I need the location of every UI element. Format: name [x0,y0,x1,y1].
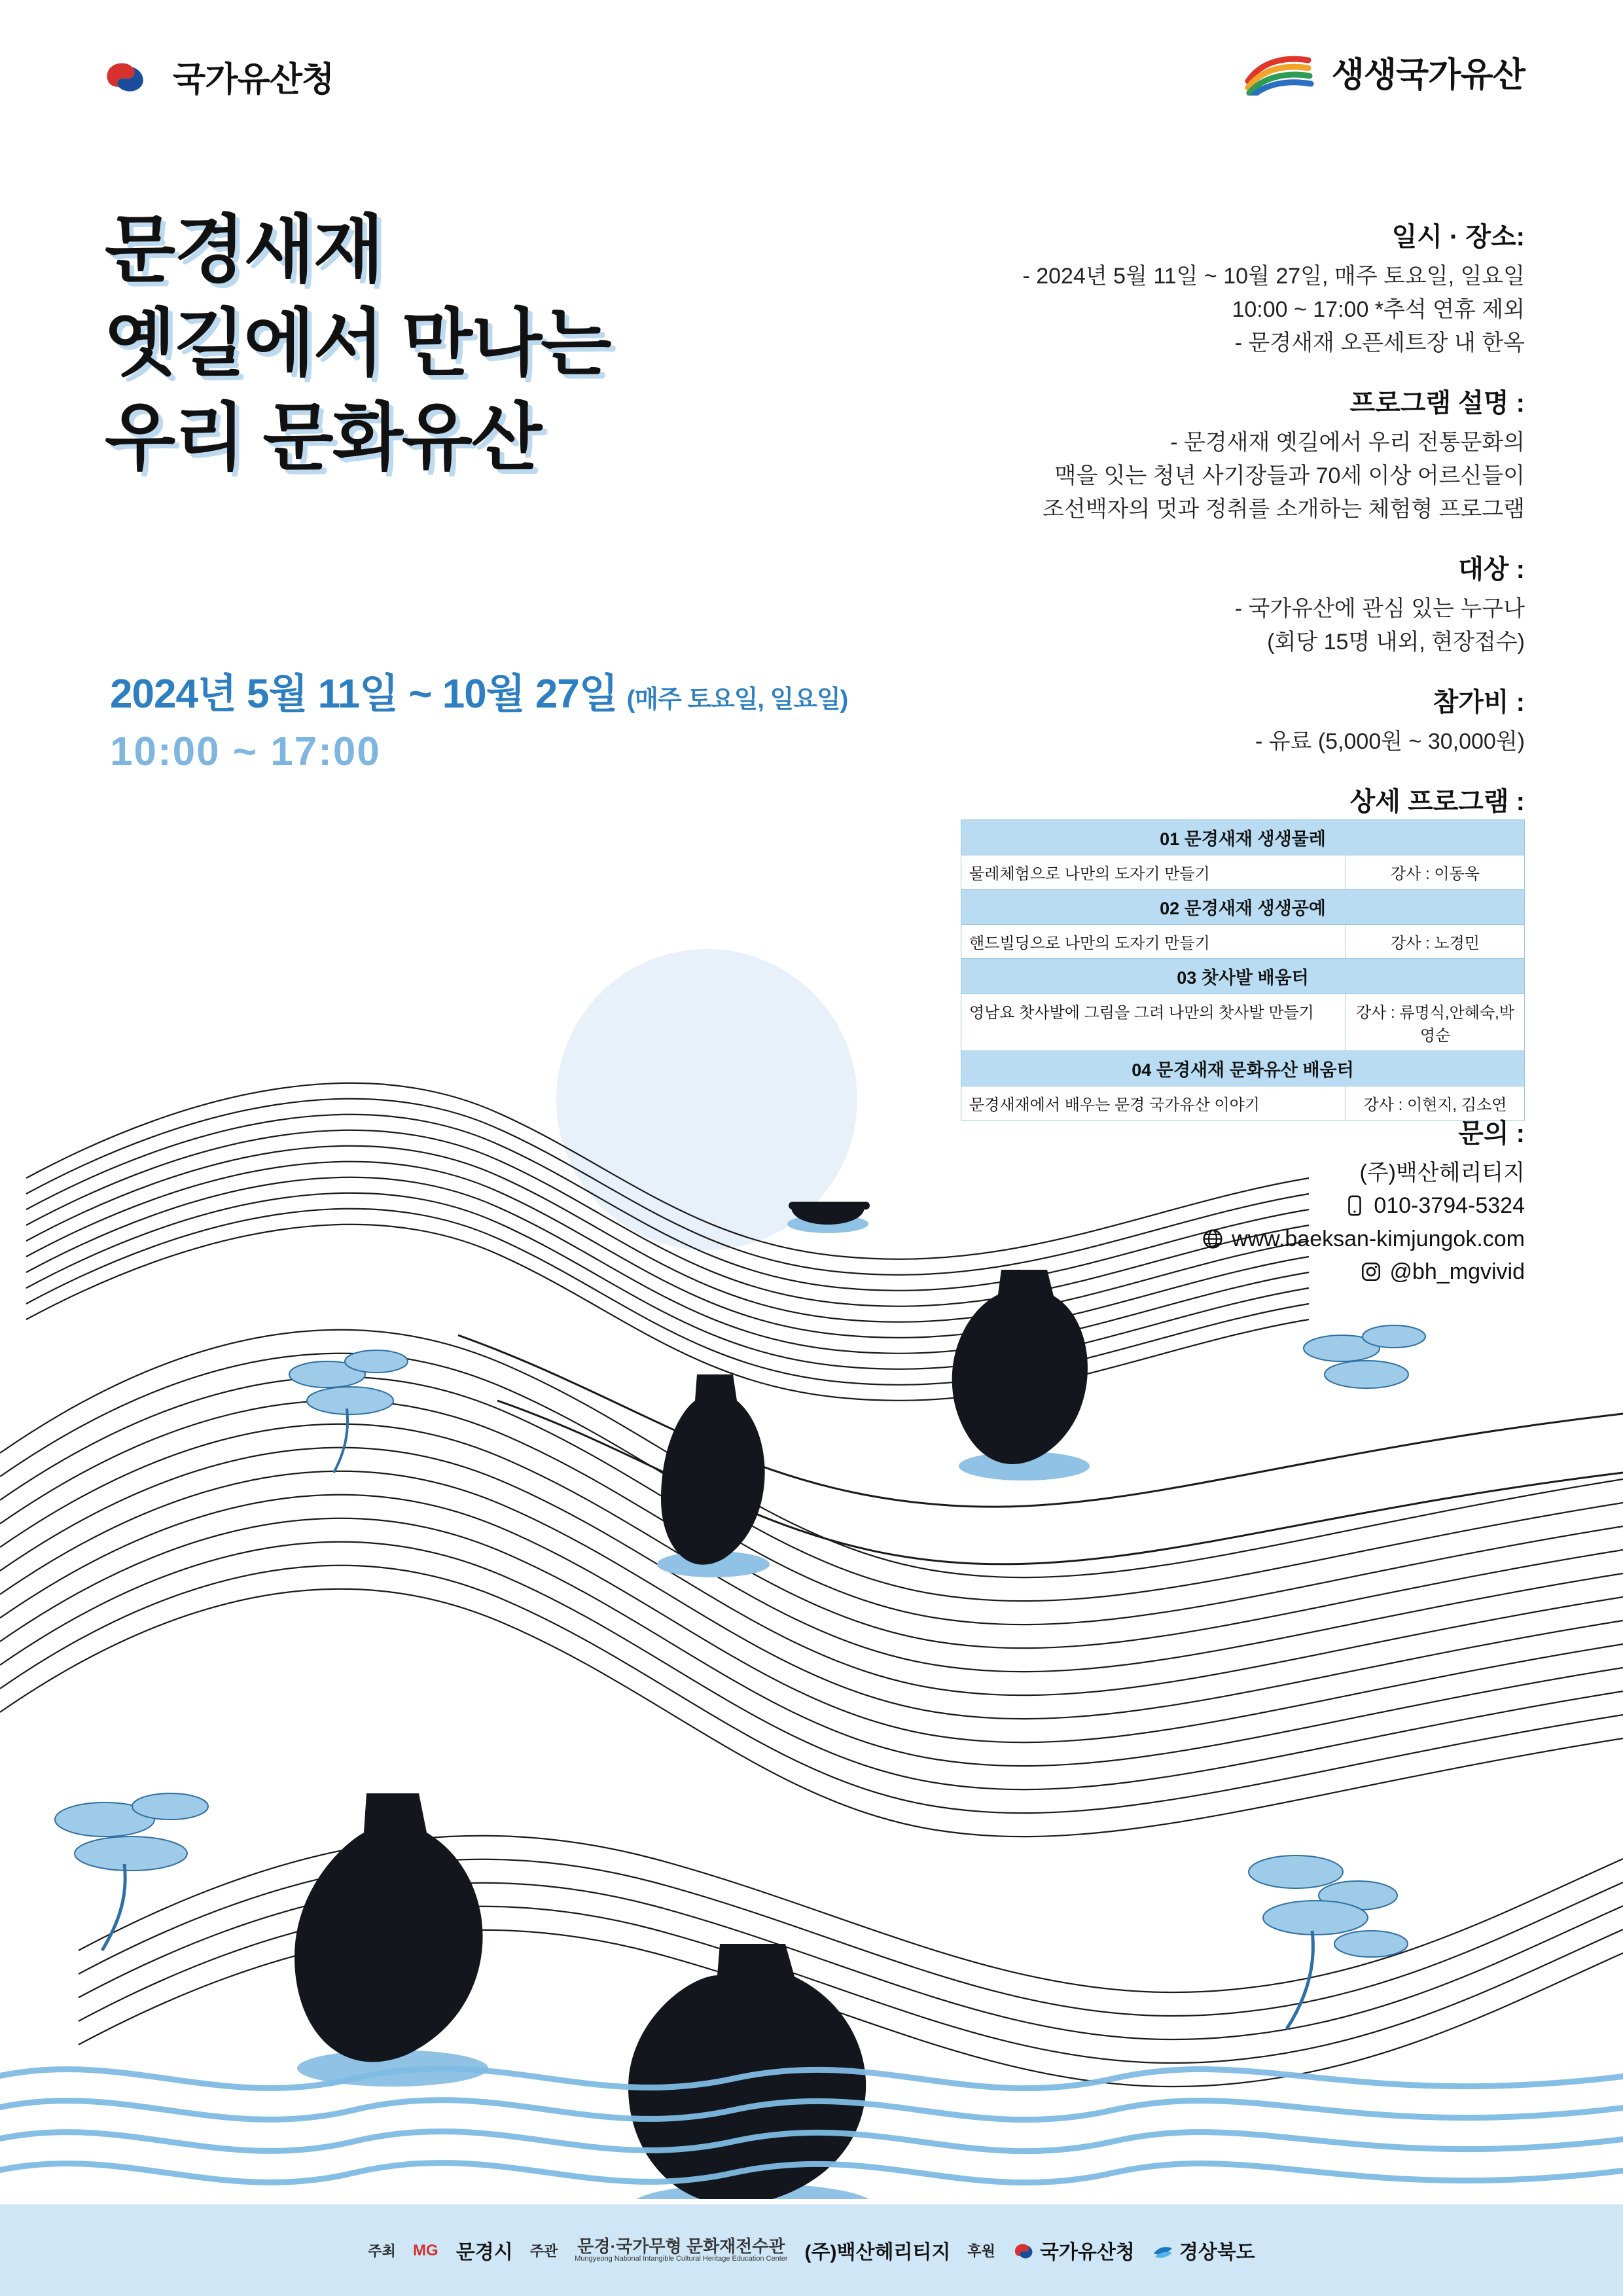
footer-organizer-label: 주관 [529,2242,558,2259]
footer-support-name-1: 국가유산청 [1039,2242,1135,2263]
saengsaeng-heritage-icon [1244,48,1316,96]
info-head-3: 참가비 : [1433,688,1525,717]
info-line-0-2: - 문경새재 오픈세트장 내 한옥 [1234,331,1525,355]
contact-instagram: @bh_mgvivid [1389,1259,1525,1284]
event-time: 10:00 ~ 17:00 [110,729,381,774]
event-date-note: (매주 토요일, 일요일) [626,686,848,713]
svg-text:MG: MG [412,2242,438,2259]
info-head-0: 일시 · 장소: [1391,223,1525,251]
program-desc-1: 핸드빌딩으로 나만의 도자기 만들기 [969,935,1210,952]
logo-saengsaeng [1244,47,1525,96]
info-line-2-1: (회당 15명 내외, 현장접수) [1267,630,1525,655]
program-teacher-3: 강사 : 이현지, 김소연 [1346,1086,1524,1120]
title-line-3: 우리 문화유산 [105,396,541,478]
table-row [961,994,1524,1051]
event-date-range: 2024년 5월 11일 ~ 10월 27일 [110,672,618,717]
contact-company-label: (주)백산헤리티지 [1359,1160,1525,1185]
instagram-icon [1360,1261,1382,1283]
contact-website-row[interactable] [936,1223,1525,1255]
program-group-title-3: 04 문경새재 문화유산 배움터 [961,1051,1524,1086]
table-row [961,855,1524,889]
title-line-1: 문경새재 [105,209,383,291]
footer-organizer-name-en: Mungyeong National Intangible Cultural Heritage Education Center [575,2254,788,2263]
contact-phone-row[interactable] [936,1189,1525,1222]
footer-support-name-2: 경상북도 [1179,2242,1255,2263]
info-column [877,216,1525,825]
footer-support-label: 후원 [967,2242,995,2259]
info-line-1-2: 조선백자의 멋과 정취를 소개하는 체험형 프로그램 [1043,497,1525,522]
footer-organizer-name-kr: 문경·국가무형 문화재전수관 [577,2236,785,2256]
globe-icon [1202,1228,1224,1250]
info-head-1: 프로그램 설명 : [1349,389,1525,418]
poster-title [105,203,610,484]
info-line-0-1: 10:00 ~ 17:00 *추석 연휴 제외 [1232,297,1525,322]
info-head-2: 대상 : [1458,555,1525,584]
government-emblem-icon [98,47,156,105]
contact-website: www.baeksan-kimjungok.com [1232,1226,1525,1251]
contact-instagram-row[interactable] [936,1255,1525,1288]
logo-national-heritage [98,47,334,105]
contact-company [936,1157,1525,1189]
left-logo-label: 국가유산청 [173,60,334,99]
phone-icon [1344,1194,1366,1217]
footer-support-1 [1012,2236,1135,2265]
event-date-block [110,661,847,775]
info-line-1-0: - 문경새재 옛길에서 우리 전통문화의 [1170,430,1525,455]
pottery-vessels [294,1202,1090,2199]
table-row [961,925,1524,959]
program-desc-2: 영남요 찻사발에 그림을 그려 나만의 찻사발 만들기 [969,1004,1314,1022]
footer-host [413,2236,513,2265]
program-head: 상세 프로그램 : [1349,787,1525,816]
program-desc-0: 물레체험으로 나만의 도자기 만들기 [969,865,1210,883]
program-group-title-2: 03 찻사발 배움터 [961,959,1524,994]
gyeongsangbuk-logo-icon [1152,2240,1174,2260]
program-teacher-0: 강사 : 이동욱 [1346,855,1524,889]
right-logo-label: 생생국가유산 [1331,56,1525,94]
program-group-title-0: 01 문경새재 생생물레 [961,820,1524,855]
info-line-2-0: - 국가유산에 관심 있는 누구나 [1234,596,1525,621]
footer-organizer-company: (주)백산헤리티지 [804,2242,951,2263]
info-line-3-0: - 유료 (5,000원 ~ 30,000원) [1255,729,1525,754]
contact-head: 문의 : [1458,1119,1525,1148]
footer-host-name: 문경시 [455,2242,513,2263]
government-emblem-small-icon [1012,2240,1035,2260]
title-line-2: 옛길에서 만나는 [105,302,611,385]
footer-organizer-center [575,2238,787,2263]
program-teacher-2: 강사 : 류명식,안혜숙,박영순 [1346,994,1524,1050]
footer-host-label: 주최 [368,2242,396,2259]
program-desc-3: 문경새재에서 배우는 문경 국가유산 이야기 [969,1096,1260,1114]
contact-phone: 010-3794-5324 [1374,1193,1525,1219]
mg-logo-icon [413,2240,451,2260]
footer-logos [0,2204,1623,2296]
program-group-title-1: 02 문경새재 생생공예 [961,889,1524,925]
program-teacher-1: 강사 : 노경민 [1346,925,1524,958]
program-table [961,819,1525,1121]
contact-block [936,1113,1525,1288]
info-line-0-0: - 2024년 5월 11일 ~ 10월 27일, 매주 토요일, 일요일 [1022,264,1525,289]
footer-support-2 [1152,2236,1255,2265]
info-line-1-1: 맥을 잇는 청년 사기장들과 70세 이상 어르신들이 [1054,463,1525,488]
